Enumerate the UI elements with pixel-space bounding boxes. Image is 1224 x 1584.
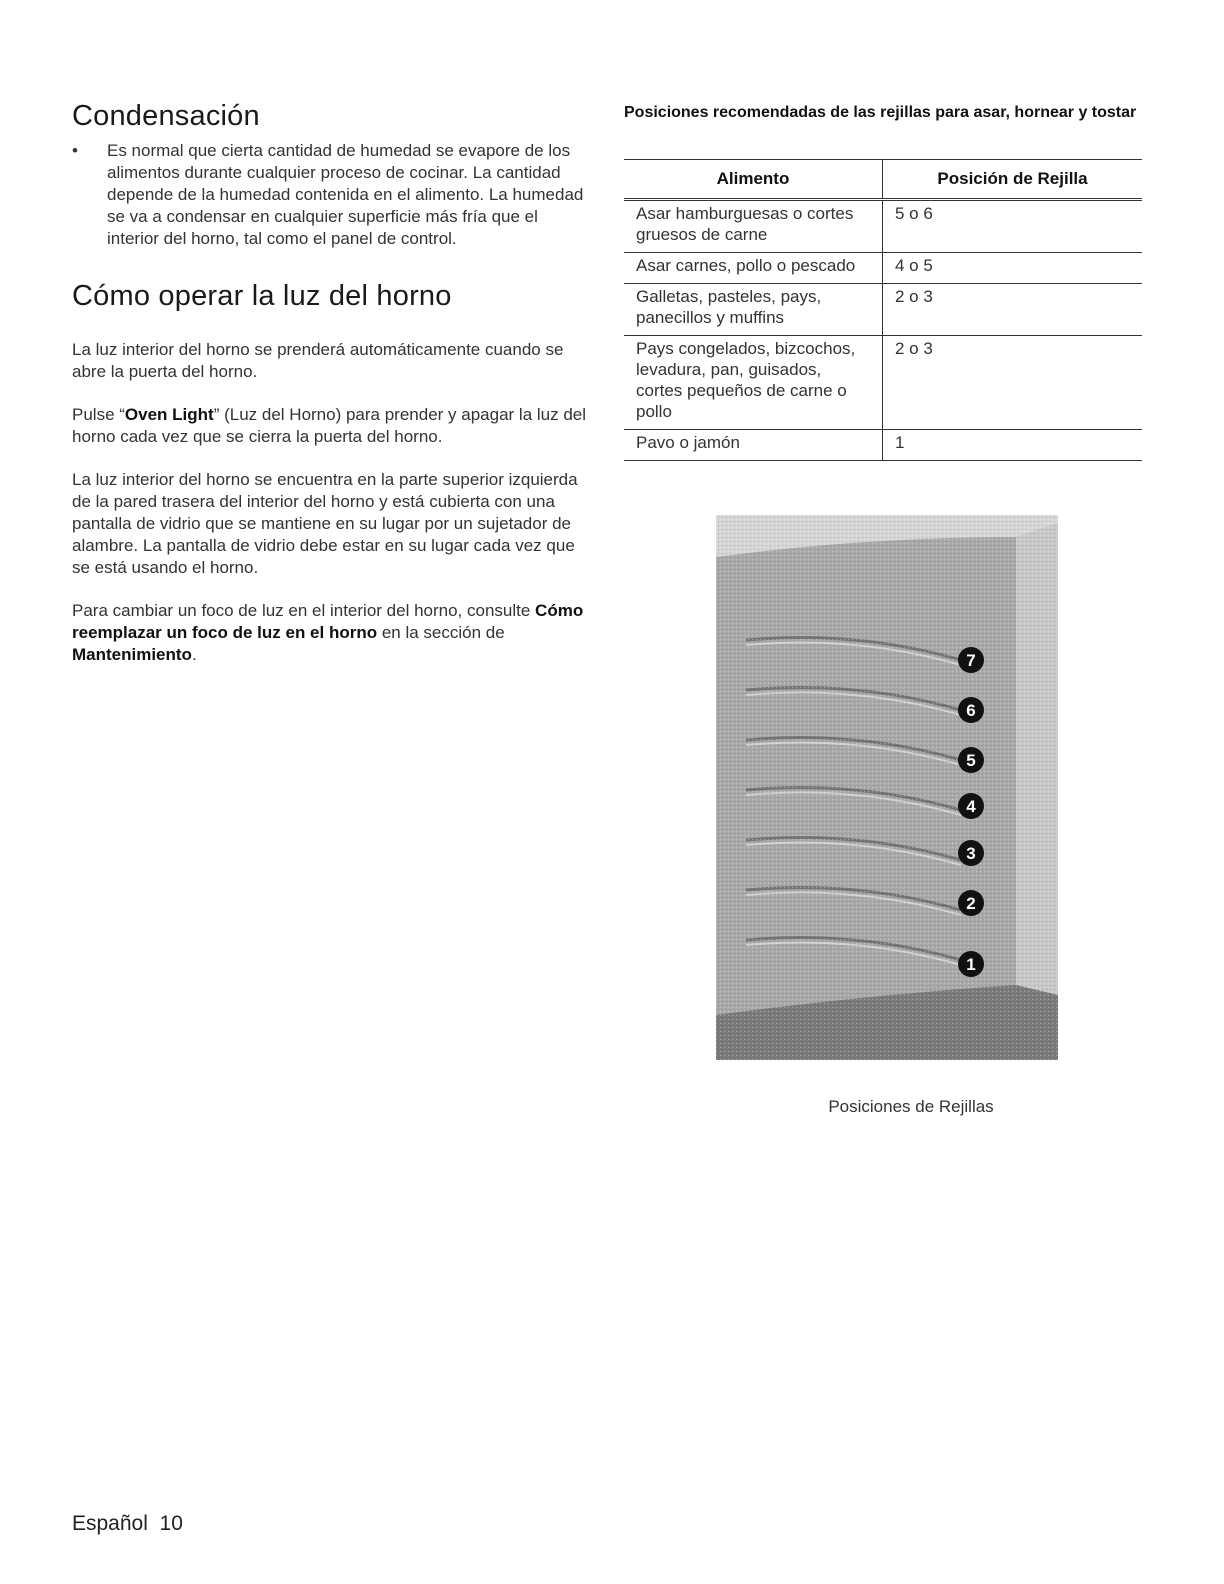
rack-number-3: 3: [966, 844, 976, 863]
rack-number-5: 5: [966, 751, 976, 770]
food-cell: Pavo o jamón: [624, 430, 883, 461]
para4-post: .: [191, 645, 197, 664]
rack-marker-5: [958, 747, 984, 773]
page-footer: Español 10: [72, 1512, 183, 1535]
rack-marker-6: [958, 697, 984, 723]
oven-rack-photo: [716, 515, 1058, 1060]
light-paragraph-1: La luz interior del horno se prenderá automáticamente cuando se abre la puerta del horno.: [72, 340, 564, 381]
rack-number-2: 2: [966, 894, 976, 913]
rack-marker-3: [958, 840, 984, 866]
food-cell: Galletas, pasteles, pays, panecillos y muffins: [624, 284, 883, 336]
rack-position-table: [624, 159, 1142, 461]
condensation-bullet-item: [72, 140, 587, 250]
rack-table-title: Posiciones recomendadas de las rejillas para asar, hornear y tostar: [624, 104, 1137, 121]
rack-number-1: 1: [966, 955, 976, 974]
rack-marker-7: [958, 647, 984, 673]
rack-number-4: 4: [966, 797, 976, 816]
para4-mid: en la sección de: [377, 623, 505, 642]
replace-bulb-reference: Cómo reemplazar un foco de luz en el horno: [72, 601, 584, 642]
header-rack-position: Posición de Rejilla: [883, 160, 1143, 200]
rack-marker-2: [958, 890, 984, 916]
food-cell: Asar carnes, pollo o pescado: [624, 253, 883, 284]
table-row: [624, 253, 1142, 284]
rack-marker-4: [958, 793, 984, 819]
rack-marker-1: [958, 951, 984, 977]
condensation-text: Es normal que cierta cantidad de humedad se evapore de los alimentos durante cualquier proceso de cocinar. La cantidad depende de la humedad contenida en el alimento. La humedad se va a condensar en cualquier superficie más fría que el interior del horno, tal como el panel de control.: [107, 141, 584, 248]
table-row: [624, 430, 1142, 461]
para2-pre: Pulse “: [72, 405, 125, 424]
table-row: [624, 200, 1142, 253]
position-cell: 5 o 6: [883, 200, 1143, 253]
condensation-title: Condensación: [72, 100, 260, 132]
position-cell: 2 o 3: [883, 336, 1143, 430]
rack-number-7: 7: [966, 651, 976, 670]
rack-number-6: 6: [966, 701, 976, 720]
position-cell: 1: [883, 430, 1143, 461]
table-header-row: [624, 160, 1142, 200]
position-cell: 4 o 5: [883, 253, 1143, 284]
bullet-marker: •: [72, 141, 78, 160]
table-row: [624, 336, 1142, 430]
figure-caption: Posiciones de Rejillas: [828, 1097, 994, 1116]
maintenance-reference: Mantenimiento: [72, 645, 192, 664]
table-row: [624, 284, 1142, 336]
oven-light-label: Oven Light: [124, 405, 214, 424]
light-title: Cómo operar la luz del horno: [72, 280, 452, 312]
light-paragraph-3: La luz interior del horno se encuentra en la parte superior izquierda de la pared trasera del interior del horno y está cubierta con una pantalla de vidrio que se mantiene en su lugar por un sujetador de alambre. La pantalla de vidrio debe estar en su lugar cada vez que se está usando el horno.: [72, 470, 578, 577]
para2-post: ” (Luz del Horno) para prender y apagar la luz del horno cada vez que se cierra la puerta del horno.: [72, 405, 587, 446]
oven-interior-illustration: [716, 515, 1058, 1060]
para4-pre: Para cambiar un foco de luz en el interior del horno, consulte: [72, 601, 536, 620]
header-food: Alimento: [624, 160, 883, 200]
food-cell: Pays congelados, bizcochos, levadura, pan, guisados, cortes pequeños de carne o pollo: [624, 336, 883, 430]
light-paragraph-4: [72, 600, 587, 666]
light-paragraph-2: [72, 404, 587, 448]
food-cell: Asar hamburguesas o cortes gruesos de carne: [624, 200, 883, 253]
position-cell: 2 o 3: [883, 284, 1143, 336]
